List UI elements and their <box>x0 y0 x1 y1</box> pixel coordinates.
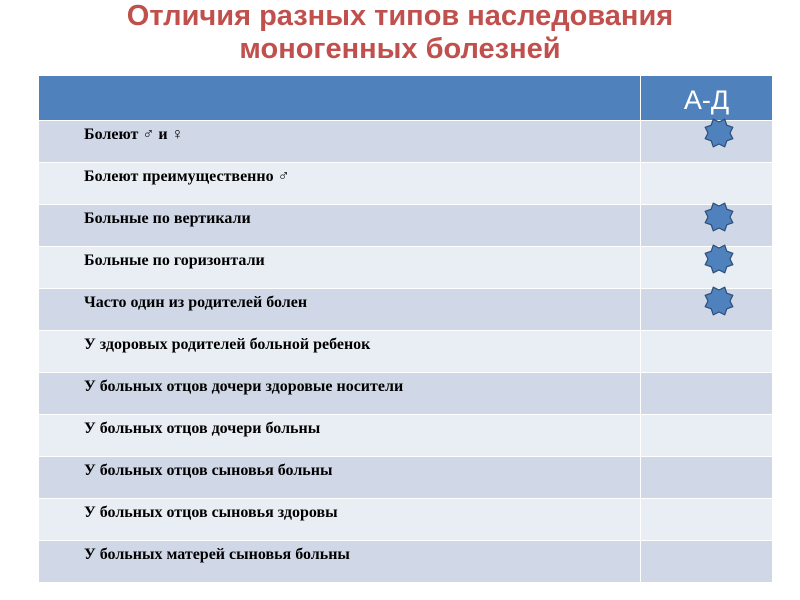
mark-cell <box>641 541 773 583</box>
mark-cell <box>641 205 773 247</box>
star-icon <box>703 285 735 317</box>
inheritance-table <box>38 75 773 583</box>
criterion-label: У больных отцов сыновья здоровы <box>39 499 641 541</box>
mark-cell <box>641 457 773 499</box>
table-row <box>39 163 773 205</box>
mark-cell <box>641 331 773 373</box>
header-cell-criteria <box>39 76 641 121</box>
table-row <box>39 289 773 331</box>
table-row <box>39 541 773 583</box>
mark-cell <box>641 499 773 541</box>
mark-cell <box>641 289 773 331</box>
table-row <box>39 121 773 163</box>
table-row <box>39 457 773 499</box>
criterion-label: Болеют ♂ и ♀ <box>39 121 641 163</box>
slide-title-line-1: Отличия разных типов наследования <box>126 0 674 32</box>
mark-cell <box>641 373 773 415</box>
mark-cell <box>641 163 773 205</box>
slide-title <box>0 0 800 66</box>
star-icon <box>703 201 735 233</box>
table-row <box>39 247 773 289</box>
header-cell-autosomal-dominant: А-Д <box>641 76 773 121</box>
mark-cell <box>641 415 773 457</box>
table-row <box>39 415 773 457</box>
slide-title-line-2: моногенных болезней <box>239 33 561 65</box>
table-body <box>39 121 773 583</box>
criterion-label: Болеют преимущественно ♂ <box>39 163 641 205</box>
table-row <box>39 205 773 247</box>
criterion-label: У больных отцов дочери больны <box>39 415 641 457</box>
criterion-label: Больные по вертикали <box>39 205 641 247</box>
star-icon <box>703 243 735 275</box>
table-header-row <box>39 76 773 121</box>
mark-cell <box>641 247 773 289</box>
table-row <box>39 373 773 415</box>
criterion-label: Больные по горизонтали <box>39 247 641 289</box>
star-icon <box>703 117 735 149</box>
mark-cell <box>641 121 773 163</box>
criterion-label: У здоровых родителей больной ребенок <box>39 331 641 373</box>
criterion-label: У больных отцов сыновья больны <box>39 457 641 499</box>
criterion-label: У больных отцов дочери здоровые носители <box>39 373 641 415</box>
criterion-label: Часто один из родителей болен <box>39 289 641 331</box>
criterion-label: У больных матерей сыновья больны <box>39 541 641 583</box>
table-row <box>39 331 773 373</box>
table-row <box>39 499 773 541</box>
